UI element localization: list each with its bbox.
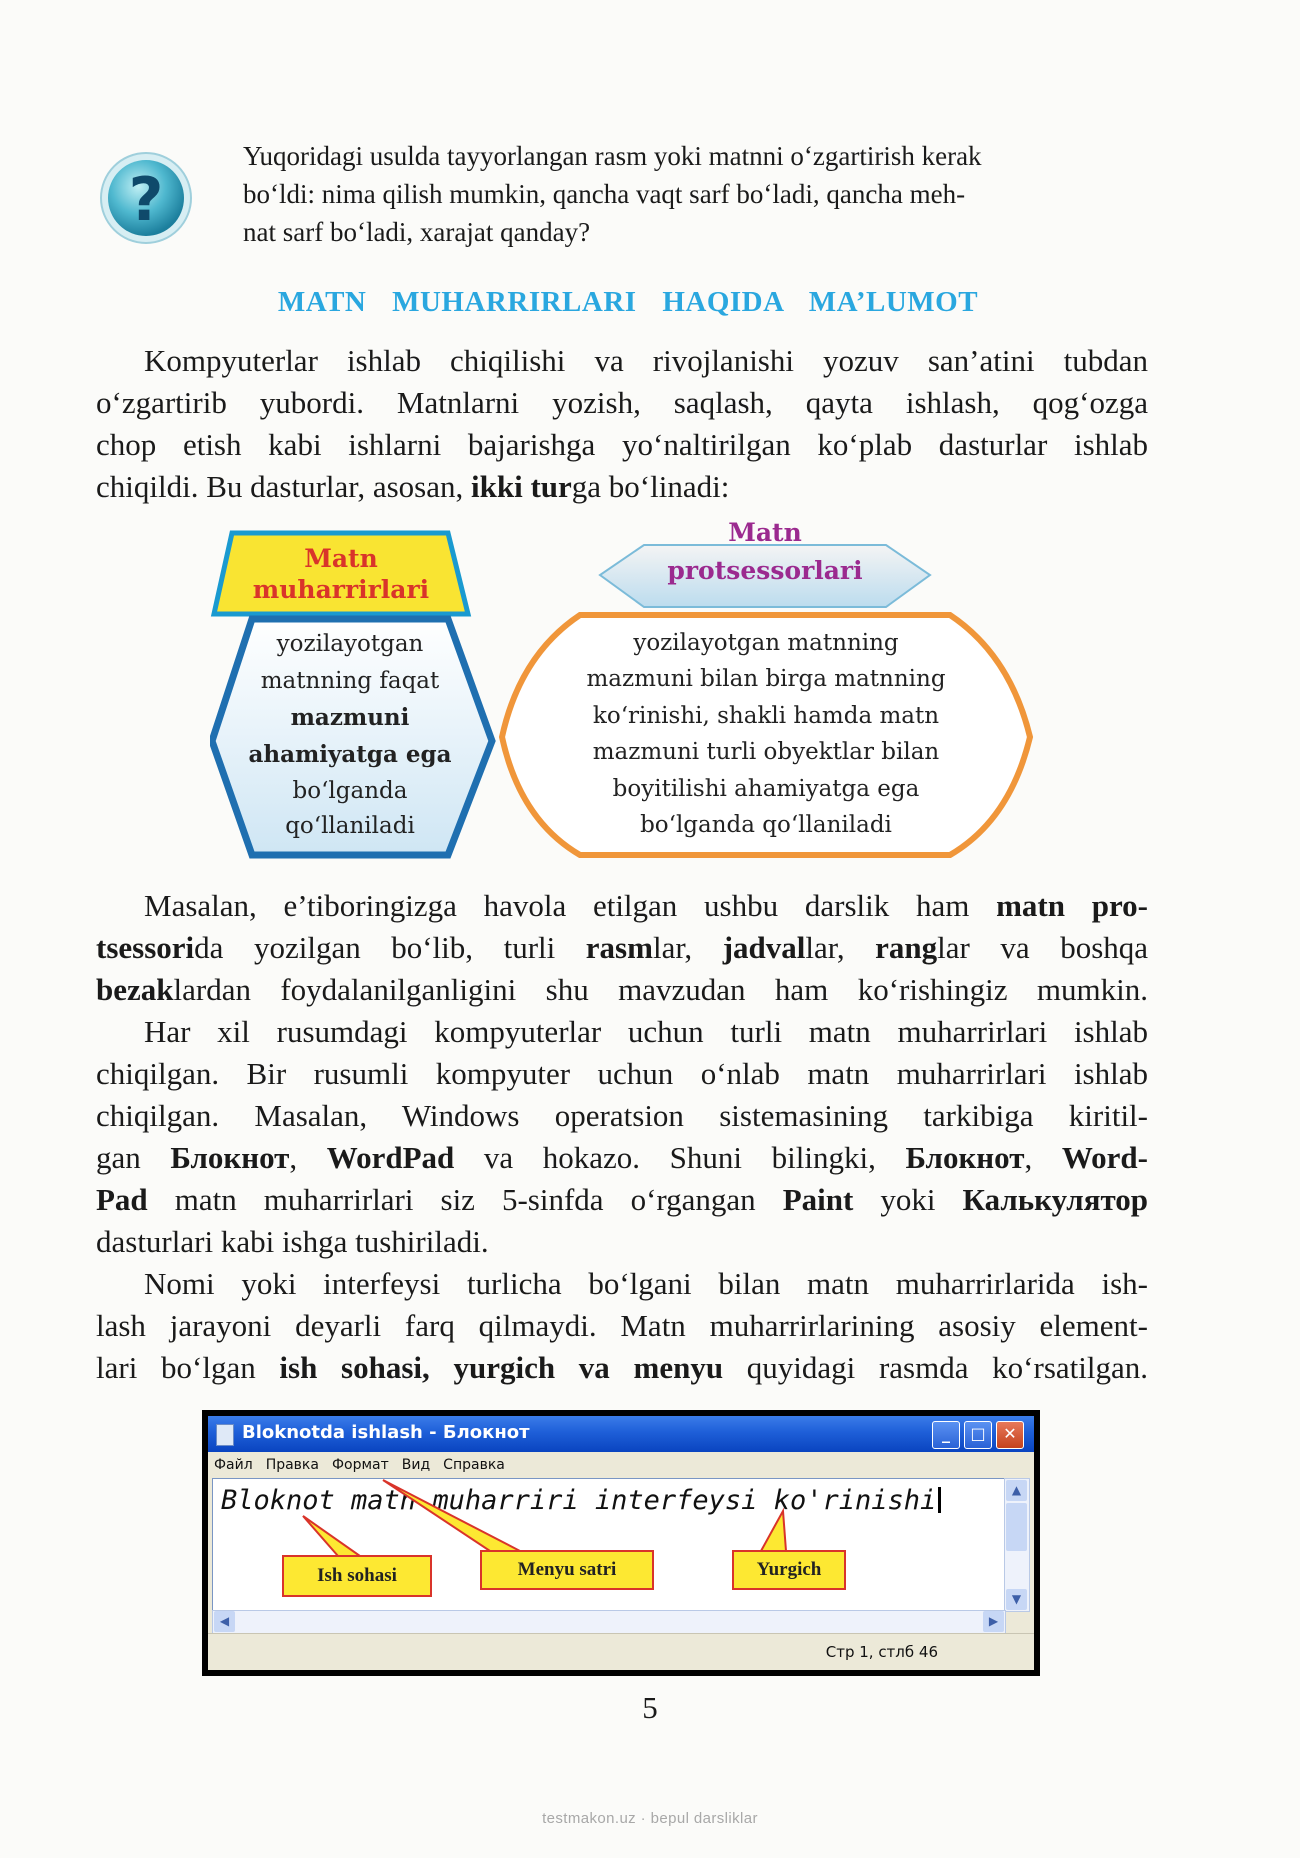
question-icon	[98, 150, 194, 246]
text-line: Masalan, e’tiboringizga havola etilgan ushbu darslik ham matn pro-	[144, 888, 1149, 923]
scroll-right-icon[interactable]: ▶	[983, 1611, 1004, 1632]
section-heading: MATN MUHARRIRLARI HAQIDA MA’LUMOT	[277, 286, 979, 318]
notepad-window	[202, 1410, 1040, 1676]
callout-work-area: Ish sohasi	[282, 1555, 432, 1597]
text-line: chop etish kabi ishlarni bajarishga yo‘naltirilgan ko‘plab dasturlar ishlab	[96, 427, 1148, 462]
text-line: lari bo‘lgan ish sohasi, yurgich va menyu quyidagi rasmda ko‘rsatilgan.	[96, 1350, 1148, 1385]
callout-cursor: Yurgich	[732, 1550, 846, 1590]
window-title: Bloknotda ishlash - Блокнот	[242, 1422, 530, 1443]
paragraph-interface	[96, 1263, 1148, 1389]
text-line: tsessorida yozilgan bo‘lib, turli rasmlar, jadvallar, ranglar va boshqa	[96, 930, 1149, 965]
left-body-line: matnning faqat	[260, 668, 440, 694]
text-line: dasturlari kabi ishga tushiriladi.	[96, 1224, 489, 1259]
right-body-line: yozilayotgan matnning	[633, 630, 899, 656]
footer-text: testmakon.uz · bepul darsliklar	[542, 1810, 758, 1827]
paragraph-intro	[96, 340, 1148, 508]
svg-text:?: ?	[128, 165, 164, 235]
scroll-down-icon[interactable]: ▼	[1006, 1589, 1027, 1610]
right-body-line: ko‘rinishi, shakli hamda matn	[592, 703, 940, 729]
right-body-line: bo‘lganda qo‘llaniladi	[640, 812, 892, 838]
right-body-line: mazmuni bilan birga matnning	[586, 666, 946, 692]
text-line: Kompyuterlar ishlab chiqilishi va rivojlanishi yozuv san’atini tubdan	[144, 343, 1148, 378]
scroll-left-icon[interactable]: ◀	[214, 1611, 235, 1632]
editor-text: Bloknot matn muharriri interfeysi ko'rinishi	[221, 1485, 937, 1516]
text-line: bezaklardan foydalanilganligini shu mavzudan ham ko‘rishingiz mumkin.	[96, 972, 1148, 1007]
text-line: gan Блокнот, WordPad va hokazo. Shuni bilingki, Блокнот, Word-	[96, 1140, 1148, 1175]
minimize-button[interactable]: _	[932, 1421, 960, 1449]
left-title-line: Matn	[304, 544, 378, 573]
text-line: chiqilgan. Masalan, Windows operatsion sistemasining tarkibiga kiritil-	[96, 1098, 1148, 1133]
paragraph-example	[96, 885, 1148, 1011]
right-body-line: boyitilishi ahamiyatga ega	[612, 776, 920, 802]
left-body-line: ahamiyatga ega	[248, 741, 452, 768]
menu-help[interactable]: Справка	[443, 1457, 505, 1473]
text-line: Har xil rusumdagi kompyuterlar uchun turli matn muharrirlari ishlab	[144, 1014, 1148, 1049]
text-line: Nomi yoki interfeysi turlicha bo‘lgani bilan matn muharrirlarida ish-	[144, 1266, 1148, 1301]
scroll-up-icon[interactable]: ▲	[1006, 1480, 1027, 1501]
text-line: lash jarayoni deyarli farq qilmaydi. Matn muharrirlarining asosiy element-	[96, 1308, 1148, 1343]
right-title-line: Matn	[728, 518, 802, 547]
intro-line: nat sarf bo‘ladi, xarajat qanday?	[243, 217, 591, 247]
right-body-line: mazmuni turli obyektlar bilan	[592, 739, 940, 765]
intro-line: bo‘ldi: nima qilish mumkin, qancha vaqt sarf bo‘ladi, qancha meh-	[243, 179, 966, 209]
intro-line: Yuqoridagi usulda tayyorlangan rasm yoki matnni o‘zgartirish kerak	[243, 141, 982, 171]
paragraph-editors	[96, 1011, 1148, 1263]
intro-question	[243, 137, 1148, 251]
bold-term: ikki tur	[471, 469, 572, 504]
menu-format[interactable]: Формат	[331, 1457, 389, 1473]
right-title-line: protsessorlari	[667, 556, 863, 585]
left-body-line: bo‘lganda	[292, 778, 408, 804]
editor-types-diagram	[210, 515, 1060, 860]
menu-edit[interactable]: Правка	[265, 1457, 319, 1473]
callout-menu-bar: Menyu satri	[480, 1550, 654, 1590]
page-number: 5	[642, 1690, 658, 1725]
left-body-line: qo‘llaniladi	[285, 813, 415, 839]
text-line: Pad matn muharrirlari siz 5-sinfda o‘rgangan Paint yoki Калькулятор	[96, 1182, 1149, 1217]
callout-pointers	[208, 1416, 1034, 1670]
menu-view[interactable]: Вид	[401, 1457, 431, 1473]
maximize-button[interactable]: □	[964, 1421, 992, 1449]
status-position: Стр 1, стлб 46	[825, 1643, 938, 1661]
menu-file[interactable]: Файл	[214, 1457, 253, 1473]
text-line: chiqildi. Bu dasturlar, asosan, ikki turga bo‘linadi:	[96, 469, 730, 504]
left-body-line: yozilayotgan	[276, 631, 424, 657]
text-line: o‘zgartirib yubordi. Matnlarni yozish, saqlash, qayta ishlash, qog‘ozga	[96, 385, 1148, 420]
text-line: chiqilgan. Bir rusumli kompyuter uchun o‘nlab matn muharrirlari ishlab	[96, 1056, 1148, 1091]
left-title-line: muharrirlari	[252, 575, 430, 604]
left-body-line: mazmuni	[290, 704, 410, 731]
close-button[interactable]: ✕	[996, 1421, 1024, 1449]
